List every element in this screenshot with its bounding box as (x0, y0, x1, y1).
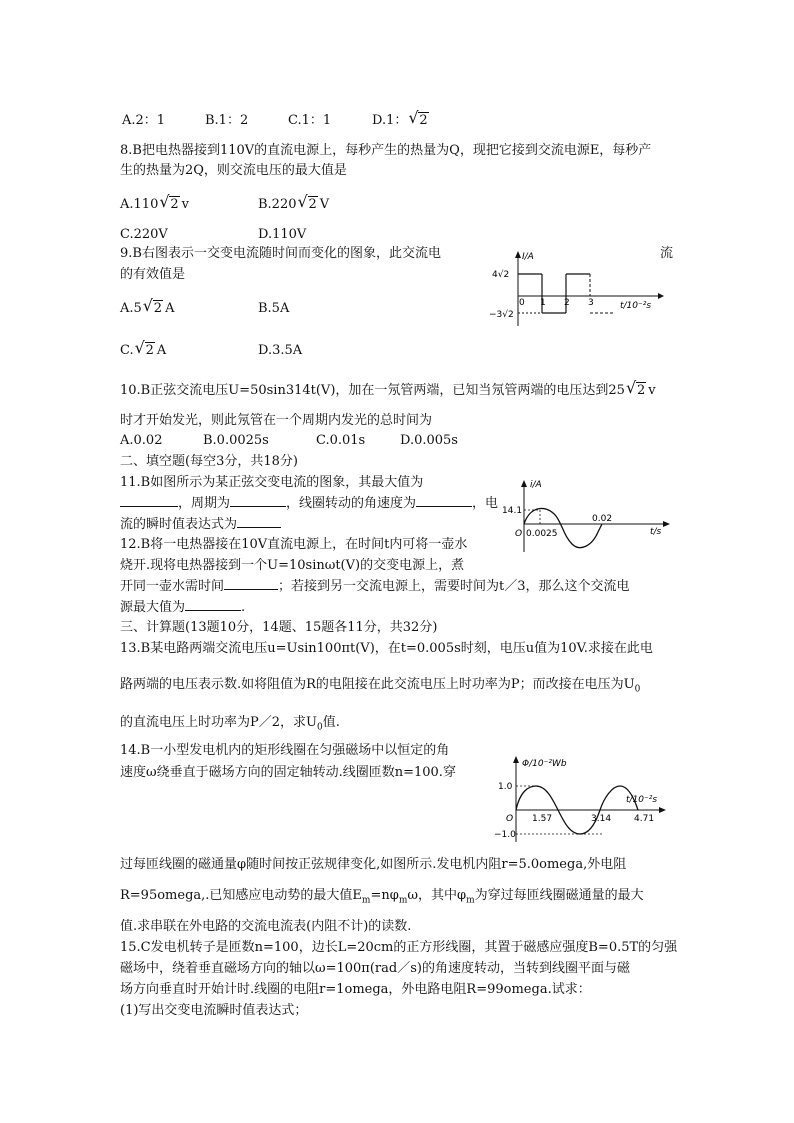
q11-blank-max[interactable] (120, 506, 178, 507)
q10-text-line1: 10.B正弦交流电压U=50sin314t(V)，加在一氖管两端，已知当氖管两端的电压达到25√ 2 v (120, 382, 656, 400)
q9-option-c: C.√ 2 A (120, 342, 166, 360)
q14-graph-origin: O (506, 814, 514, 824)
q14-graph-ylabel: Φ/10⁻²Wb (522, 759, 567, 769)
q15-text-line4: (1)写出交变电流瞬时值表达式； (120, 1003, 308, 1018)
q11-text-line3: 流的瞬时值表达式为 (120, 516, 281, 534)
q8-text-line1: 8.B把电热器接到110V的直流电源上，每秒产生的热量为Q，现把它接到交流电源E，每秒产 (120, 143, 652, 158)
q11-text-line1: 11.B如图所示为某正弦交变电流的图象，其最大值为 (120, 475, 424, 490)
q9-text-line1-end: 流 (660, 246, 674, 261)
q11-graph-xlabel: t/s (650, 527, 662, 537)
q9-graph-tick-0: 0 (519, 298, 525, 308)
q15-text-line1: 15.C发电机转子是匝数n=100，边长L=20cm的正方形线圈，其置于磁感应强度B=0.5T的匀强 (120, 940, 678, 955)
q9-graph-tick-1: 1 (540, 298, 546, 308)
q8-text-line2: 生的热量为2Q，则交流电压的最大值是 (120, 163, 347, 178)
q10-option-b: B.0.0025s (203, 433, 269, 448)
q9-option-a: A.5√ 2 A (120, 300, 174, 318)
q14-graph-xlabel: t/10⁻²s (626, 795, 658, 805)
q13-text-line1: 13.B某电路两端交流电压u=Usin100πt(V)，在t=0.005s时刻，电压u值为10V.求接在此电 (120, 641, 653, 656)
q11-graph-ylabel: i/A (530, 480, 542, 490)
q12-blank-time[interactable] (224, 589, 278, 590)
q7-option-a: A.2：1 (122, 113, 166, 128)
q9-option-b: B.5A (258, 301, 290, 316)
q9-graph-tick-2: 2 (564, 298, 570, 308)
q11-sine-graph (500, 476, 680, 556)
q12-blank-max-voltage[interactable] (185, 610, 241, 611)
q13-text-line2: 路两端的电压表示数.如将阻值为R的电阻接在此交流电压上时功率为P；而改接在电压为$U_0$ (120, 677, 641, 695)
x-axis-arrow (659, 807, 666, 813)
q11-blank-period[interactable] (230, 506, 286, 507)
q12-text-line1: 12.B将一电热器接在10V直流电源上，在时间t内可将一壶水 (120, 537, 468, 552)
q13-text-line3: 的直流电压上时功率为P／2，求$U_0$值. (120, 715, 340, 733)
q14-graph-yneg: −1.0 (494, 830, 516, 840)
q9-graph-ylabel: I/A (522, 252, 534, 262)
x-axis-arrow (658, 293, 664, 299)
q11-text-line2: ，周期为 ，线圈转动的角速度为 ，电 (120, 495, 498, 513)
sine-curve (524, 508, 602, 547)
q11-blank-expression[interactable] (237, 527, 281, 528)
q12-text-line2: 烧开.现将电热器接到一个U=10sinωt(V)的交变电源上，煮 (120, 558, 465, 573)
y-axis-arrow (513, 756, 519, 763)
q11-graph-ymax: 14.1 (502, 506, 523, 516)
q14-graph-t1: 1.57 (532, 814, 553, 824)
q11-graph-t1: 0.0025 (526, 529, 558, 539)
y-axis-arrow (515, 251, 521, 258)
y-axis-arrow (521, 480, 527, 487)
q11-blank-omega[interactable] (416, 506, 472, 507)
q10-text-line2: 时才开始发光，则此氖管在一个周期内发光的总时间为 (120, 413, 433, 428)
section-2-heading: 二、填空题(每空3分，共18分) (120, 454, 298, 469)
q7-option-c: C.1：1 (288, 113, 332, 128)
q9-graph-ypos: 4√2 (492, 270, 510, 280)
q11-graph-origin: O (515, 529, 523, 539)
q8-option-d: D.110V (258, 227, 307, 242)
q7-option-d: D.1：√ 2 (372, 112, 431, 130)
q8-option-a: A.110√ 2 v (120, 196, 189, 214)
q14-text-line3: 过每匝线圈的磁通量φ随时间按正弦规律变化,如图所示.发电机内阻r=5.0omega,外电阻 (120, 857, 627, 872)
q12-text-line4: 源最大值为 . (120, 600, 246, 615)
q9-text-line2: 的有效值是 (120, 267, 186, 282)
q14-text-line1: 14.B一小型发电机内的矩形线圈在匀强磁场中以恒定的角 (120, 743, 450, 758)
q9-graph-tick-3: 3 (588, 298, 594, 308)
q14-text-line4: R=95omega,.已知感应电动势的最大值$E_m=n\varphi_m\omega$，其中$\varphi_m$为穿过每匝线圈磁通量的最大 (120, 888, 644, 906)
q15-text-line2: 磁场中，绕着垂直磁场方向的轴以ω=100π(rad／s)的角速度转动，当转到线圈平面与磁 (120, 961, 630, 976)
q14-flux-graph (488, 752, 678, 844)
q9-square-wave-graph (488, 246, 678, 328)
q15-text-line3: 场方向垂直时开始计时.线圈的电阻r=1omega，外电路电阻R=99omega.试求： (120, 982, 591, 997)
q9-graph-yneg: −3√2 (489, 310, 514, 320)
q14-text-line5: 值.求串联在外电路的交流电流表(内阻不计)的读数. (120, 919, 412, 934)
q9-text-line1: 9.B右图表示一交变电流随时间而变化的图象，此交流电 (120, 246, 441, 261)
q14-graph-t3: 4.71 (634, 814, 655, 824)
q11-graph-t2: 0.02 (592, 514, 613, 524)
q14-text-line2: 速度ω绕垂直于磁场方向的固定轴转动.线圈匝数n=100.穿 (120, 765, 456, 780)
x-axis-arrow (663, 521, 670, 527)
section-3-heading: 三、计算题(13题10分，14题、15题各11分，共32分) (120, 620, 438, 635)
q12-text-line3: 开同一壶水需时间 ；若接到另一交流电源上，需要时间为t／3，那么这个交流电 (120, 579, 630, 594)
q8-option-b: B.220√ 2 V (258, 196, 329, 214)
q8-option-c: C.220V (120, 227, 168, 242)
q9-graph-xlabel: t/10⁻²s (620, 301, 652, 311)
q10-option-c: C.0.01s (316, 433, 366, 448)
q14-graph-ypos: 1.0 (498, 782, 513, 792)
q14-graph-t2: 3.14 (591, 814, 612, 824)
q10-option-d: D.0.005s (400, 433, 458, 448)
q7-option-b: B.1：2 (205, 113, 249, 128)
q9-option-d: D.3.5A (258, 343, 303, 358)
q10-option-a: A.0.02 (120, 433, 163, 448)
